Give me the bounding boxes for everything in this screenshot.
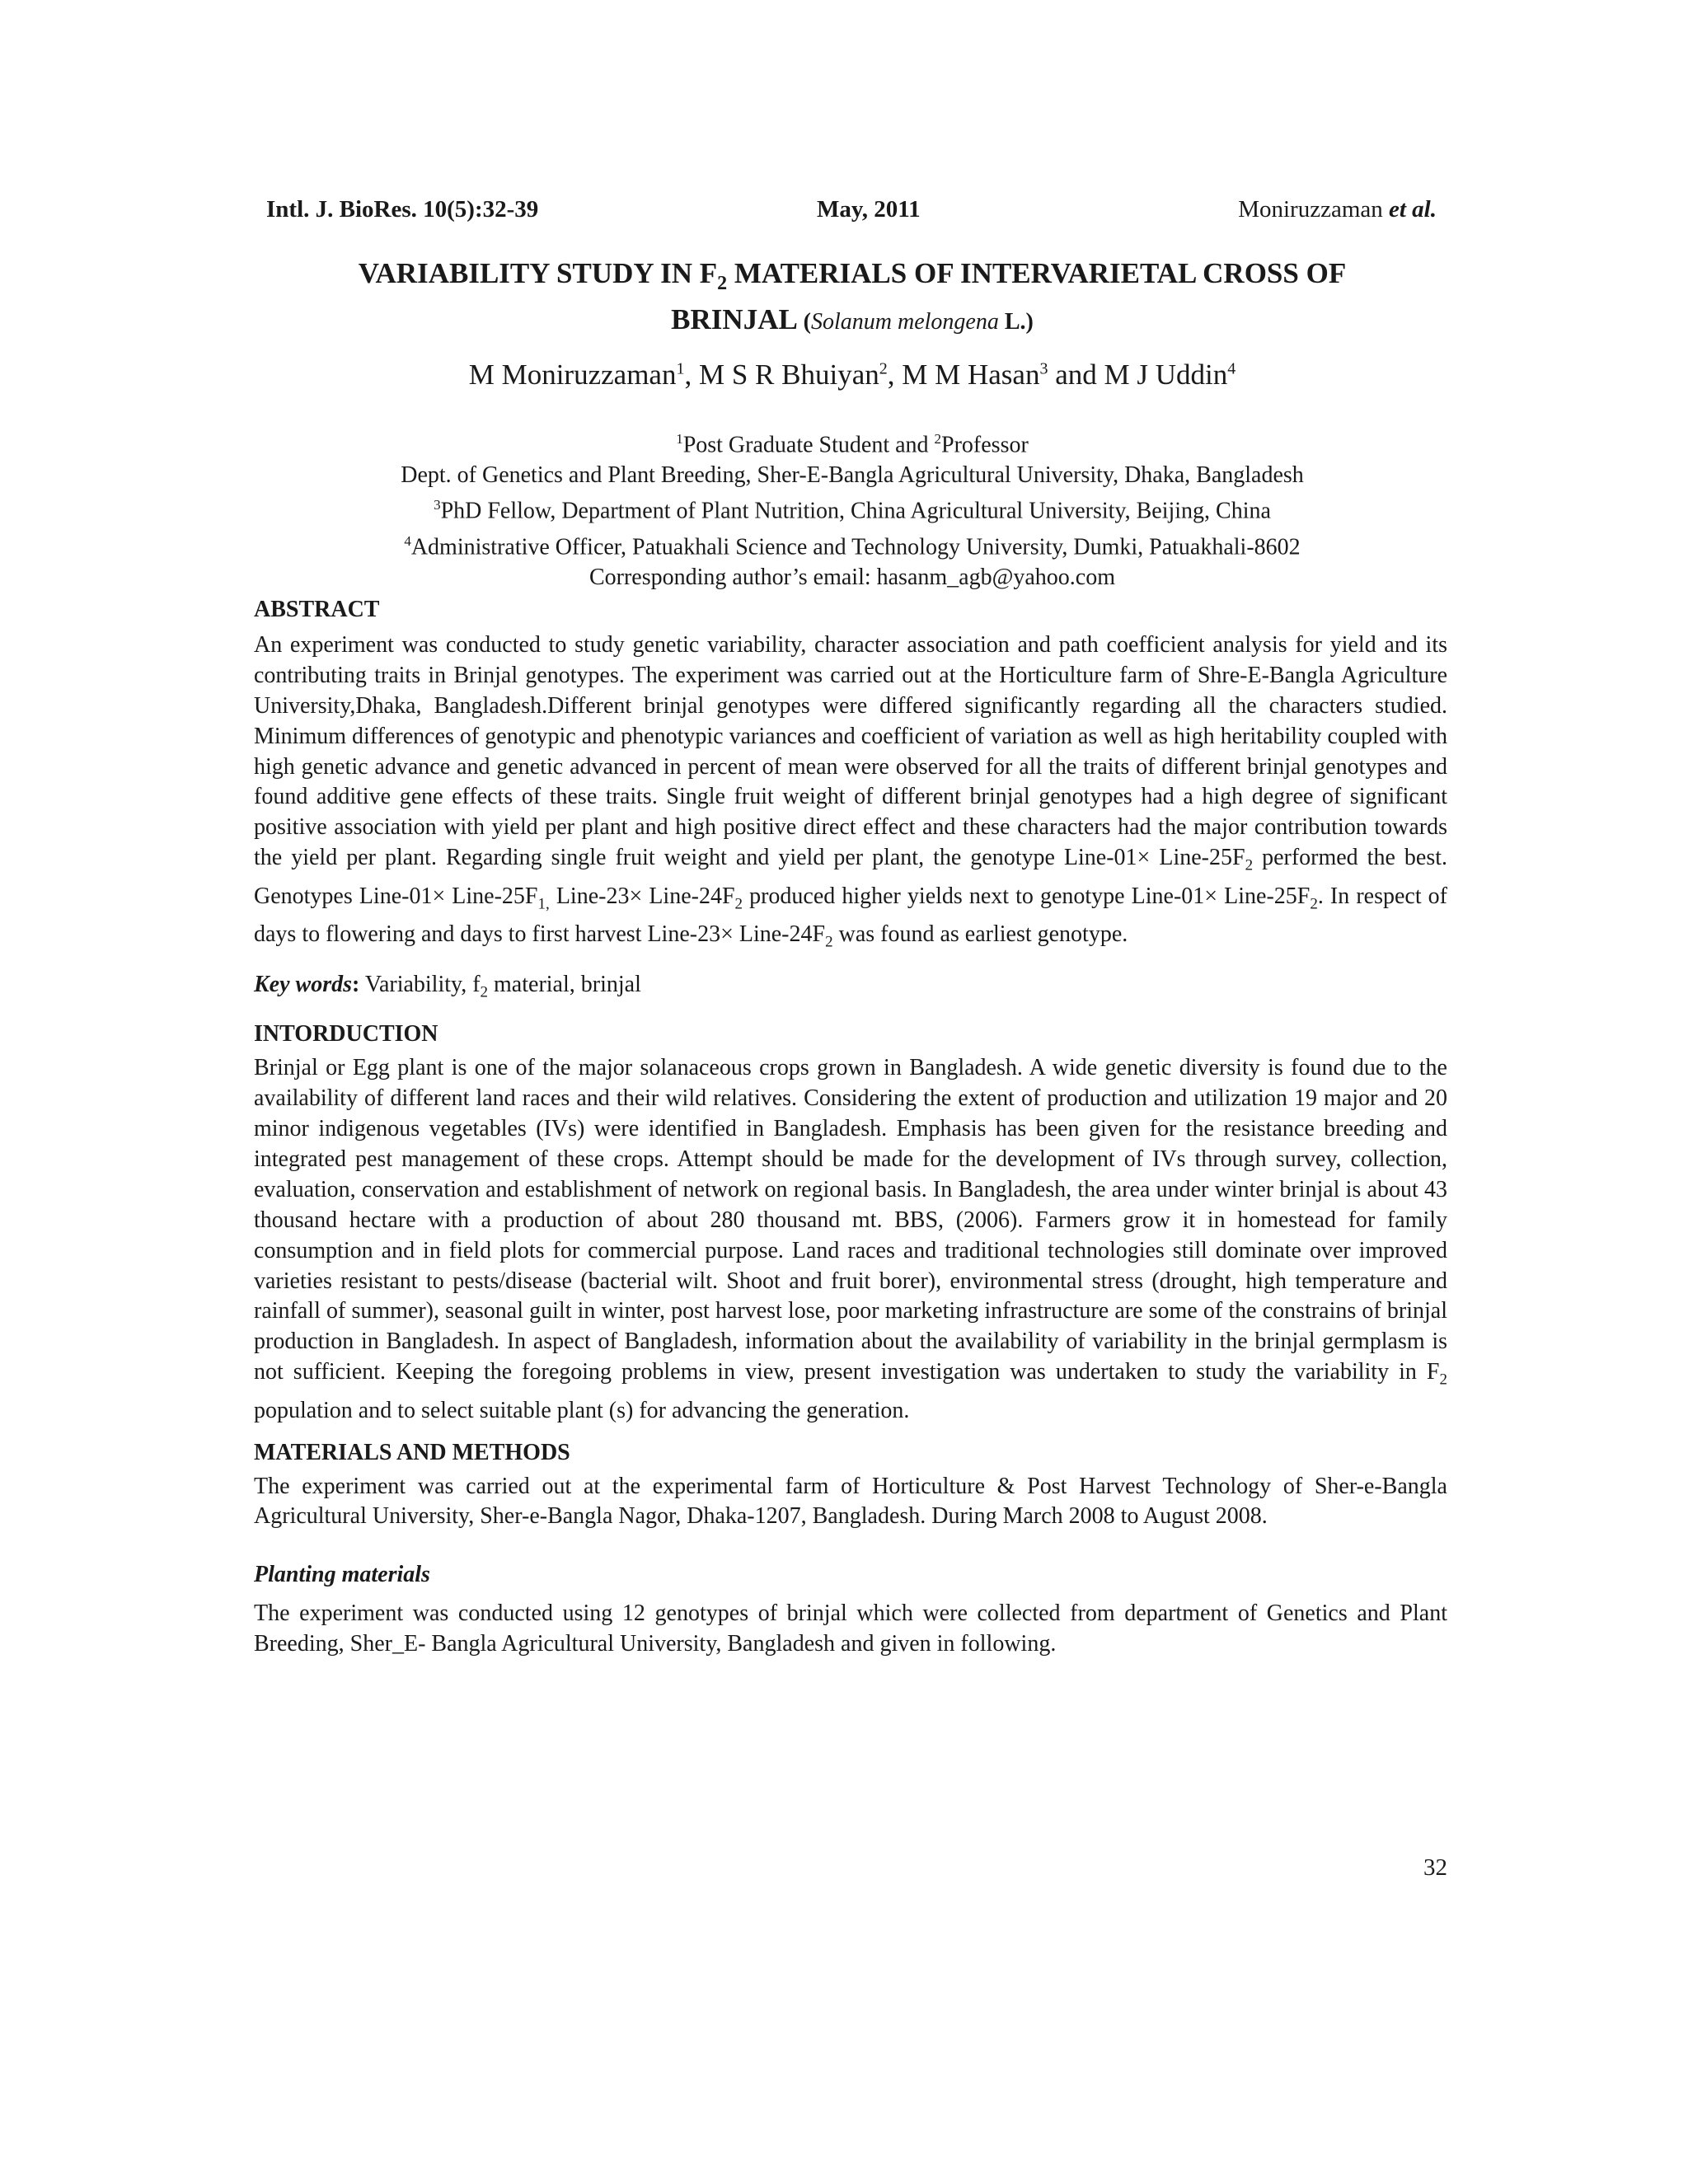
affil-mark: 2 xyxy=(934,431,942,447)
running-header xyxy=(266,196,1437,229)
author-affil-mark: 3 xyxy=(1039,359,1048,378)
author-separator: and xyxy=(1048,359,1104,391)
text-run: . In respect of days to flowering and days to first harvest Line-23× Line-24F xyxy=(254,883,1447,948)
text-run: was found as earliest genotype. xyxy=(832,921,1128,948)
keywords-label: Key words xyxy=(254,971,352,997)
methods-heading: MATERIALS AND METHODS xyxy=(254,1439,570,1465)
paper-body xyxy=(254,595,1447,1660)
affiliation-line xyxy=(247,424,1457,461)
planting-heading: Planting materials xyxy=(254,1562,430,1588)
affil-text: PhD Fellow, Department of Plant Nutrition, China Agricultural University, Beijing, China xyxy=(440,498,1271,524)
introduction-text xyxy=(254,1053,1447,1426)
journal-citation: Intl. J. BioRes. 10(5):32-39 xyxy=(266,196,539,223)
author xyxy=(902,359,1104,391)
author-separator: , xyxy=(684,359,699,391)
keywords-colon: : xyxy=(352,971,360,997)
text-run: produced higher yields next to genotype Line-01× Line-25F xyxy=(743,883,1311,909)
introduction-heading: INTORDUCTION xyxy=(254,1021,438,1047)
subscript: 2 xyxy=(1245,856,1254,874)
running-author xyxy=(1238,196,1437,223)
subscript: 2 xyxy=(734,895,743,913)
title-text: BRINJAL xyxy=(671,303,804,335)
author xyxy=(469,359,699,391)
affiliation-line xyxy=(247,490,1457,527)
text-run: Line-23× Line-24F xyxy=(549,883,735,909)
abstract-text xyxy=(254,630,1447,958)
subscript: 2 xyxy=(1439,1371,1447,1389)
title-subscript: 2 xyxy=(717,273,728,294)
affiliations xyxy=(247,424,1457,593)
author-affil-mark: 1 xyxy=(676,359,685,378)
title-line-2 xyxy=(247,302,1457,340)
subscript: 1, xyxy=(537,895,550,913)
affil-mark: 4 xyxy=(404,533,411,550)
keywords xyxy=(254,970,1447,1009)
author-name: M S R Bhuiyan xyxy=(698,359,879,391)
running-author-etal: et al. xyxy=(1389,196,1437,223)
title-text: VARIABILITY STUDY IN F xyxy=(358,257,718,289)
text-run: performed the best. Genotypes Line-01× Line-25F xyxy=(254,845,1447,909)
scientific-name-group xyxy=(804,309,1034,335)
affil-text: Professor xyxy=(941,432,1029,458)
planting-text: The experiment was conducted using 12 genotypes of brinjal which were collected from department of Genetics and Plant Breeding, Sher_E- Bangla Agricultural University, Bangladesh and given in following. xyxy=(254,1601,1447,1657)
author-list xyxy=(247,359,1457,391)
corresponding-email: Corresponding author’s email: hasanm_agb@yahoo.com xyxy=(588,564,1116,590)
paren-open: ( xyxy=(803,309,811,335)
paren-close: L.) xyxy=(998,309,1034,335)
text-run: population and to select suitable plant (s) for advancing the generation. xyxy=(254,1397,910,1423)
affiliation-line xyxy=(247,527,1457,563)
author-name: M M Hasan xyxy=(902,359,1040,391)
title-line-1 xyxy=(247,255,1457,302)
keywords-text: material, brinjal xyxy=(488,971,641,997)
author xyxy=(699,359,902,391)
running-author-name: Moniruzzaman xyxy=(1238,196,1383,223)
scientific-name: Solanum melongena xyxy=(810,309,999,335)
affil-mark: 1 xyxy=(676,431,683,447)
subscript: 2 xyxy=(1310,895,1318,913)
text-run: An experiment was conducted to study genetic variability, character association and path coefficient analysis for yield and its contributing traits in Brinjal genotypes. The experiment was carried out at the Horticulture farm of Shre-E-Bangla Agriculture University,Dhaka, Bangladesh.Different brinjal genotypes were differed significantly regarding all the characters studied. Minimum differences of genotypic and phenotypic variances and coefficient of variation as well as high heritability coupled with high genetic advance and genetic advanced in percent of mean were observed for all the traits of different brinjal genotypes and found additive gene effects of these traits. Single fruit weight of different brinjal genotypes had a high degree of significant positive association with yield per plant and high positive direct effect and these characters had the major contribution towards the yield per plant. Regarding single fruit weight and yield per plant, the genotype Line-01× Line-25F xyxy=(254,631,1447,871)
affil-mark: 3 xyxy=(434,497,441,513)
author xyxy=(1104,359,1236,391)
affil-text: Administrative Officer, Patuakhali Science and Technology University, Dumki, Patuakhali-8602 xyxy=(410,534,1301,560)
affil-text: Post Graduate Student and xyxy=(682,432,935,458)
methods-text: The experiment was carried out at the experimental farm of Horticulture & Post Harvest Technology of Sher-e-Bangla Agricultural University, Sher-e-Bangla Nagor, Dhaka-1207, Bangladesh. During March 2008 to August 2008. xyxy=(254,1473,1447,1530)
subscript: 2 xyxy=(825,933,833,951)
abstract-heading: ABSTRACT xyxy=(254,597,380,622)
page-number: 32 xyxy=(1423,1854,1447,1881)
author-affil-mark: 4 xyxy=(1227,359,1236,378)
author-name: M J Uddin xyxy=(1104,359,1228,391)
author-name: M Moniruzzaman xyxy=(468,359,677,391)
subscript: 2 xyxy=(480,983,489,1001)
paper-title xyxy=(247,255,1457,340)
author-affil-mark: 2 xyxy=(879,359,888,378)
affiliation-line: Dept. of Genetics and Plant Breeding, Sher-E-Bangla Agricultural University, Dhaka, Bangladesh xyxy=(401,462,1304,488)
issue-date: May, 2011 xyxy=(817,196,921,223)
keywords-text: Variability, f xyxy=(359,971,481,997)
author-separator: , xyxy=(887,359,903,391)
text-run: Brinjal or Egg plant is one of the major solanaceous crops grown in Bangladesh. A wide genetic diversity is found due to the availability of different land races and their wild relatives. Considering the extent of production and utilization 19 major and 20 minor indigenous vegetables (IVs) were identified in Bangladesh. Emphasis has been given for the resistance breeding and integrated pest management of these crops. Attempt should be made for the development of IVs through survey, collection, evaluation, conservation and establishment of network on regional basis. In Bangladesh, the area under winter brinjal is about 43 thousand hectare with a production of about 280 thousand mt. BBS, (2006). Farmers grow it in homestead for family consumption and in field plots for commercial purpose. Land races and traditional technologies still dominate over improved varieties resistant to pests/disease (bacterial wilt. Shoot and fruit borer), environmental stress (drought, high temperature and rainfall of summer), seasonal guilt in winter, post harvest lose, poor marketing infrastructure are some of the constrains of brinjal production in Bangladesh. In aspect of Bangladesh, information about the availability of variability in the brinjal germplasm is not sufficient. Keeping the foregoing problems in view, present investigation was undertaken to study the variability in F xyxy=(254,1055,1447,1385)
title-text: MATERIALS OF INTERVARIETAL CROSS OF xyxy=(727,257,1347,289)
